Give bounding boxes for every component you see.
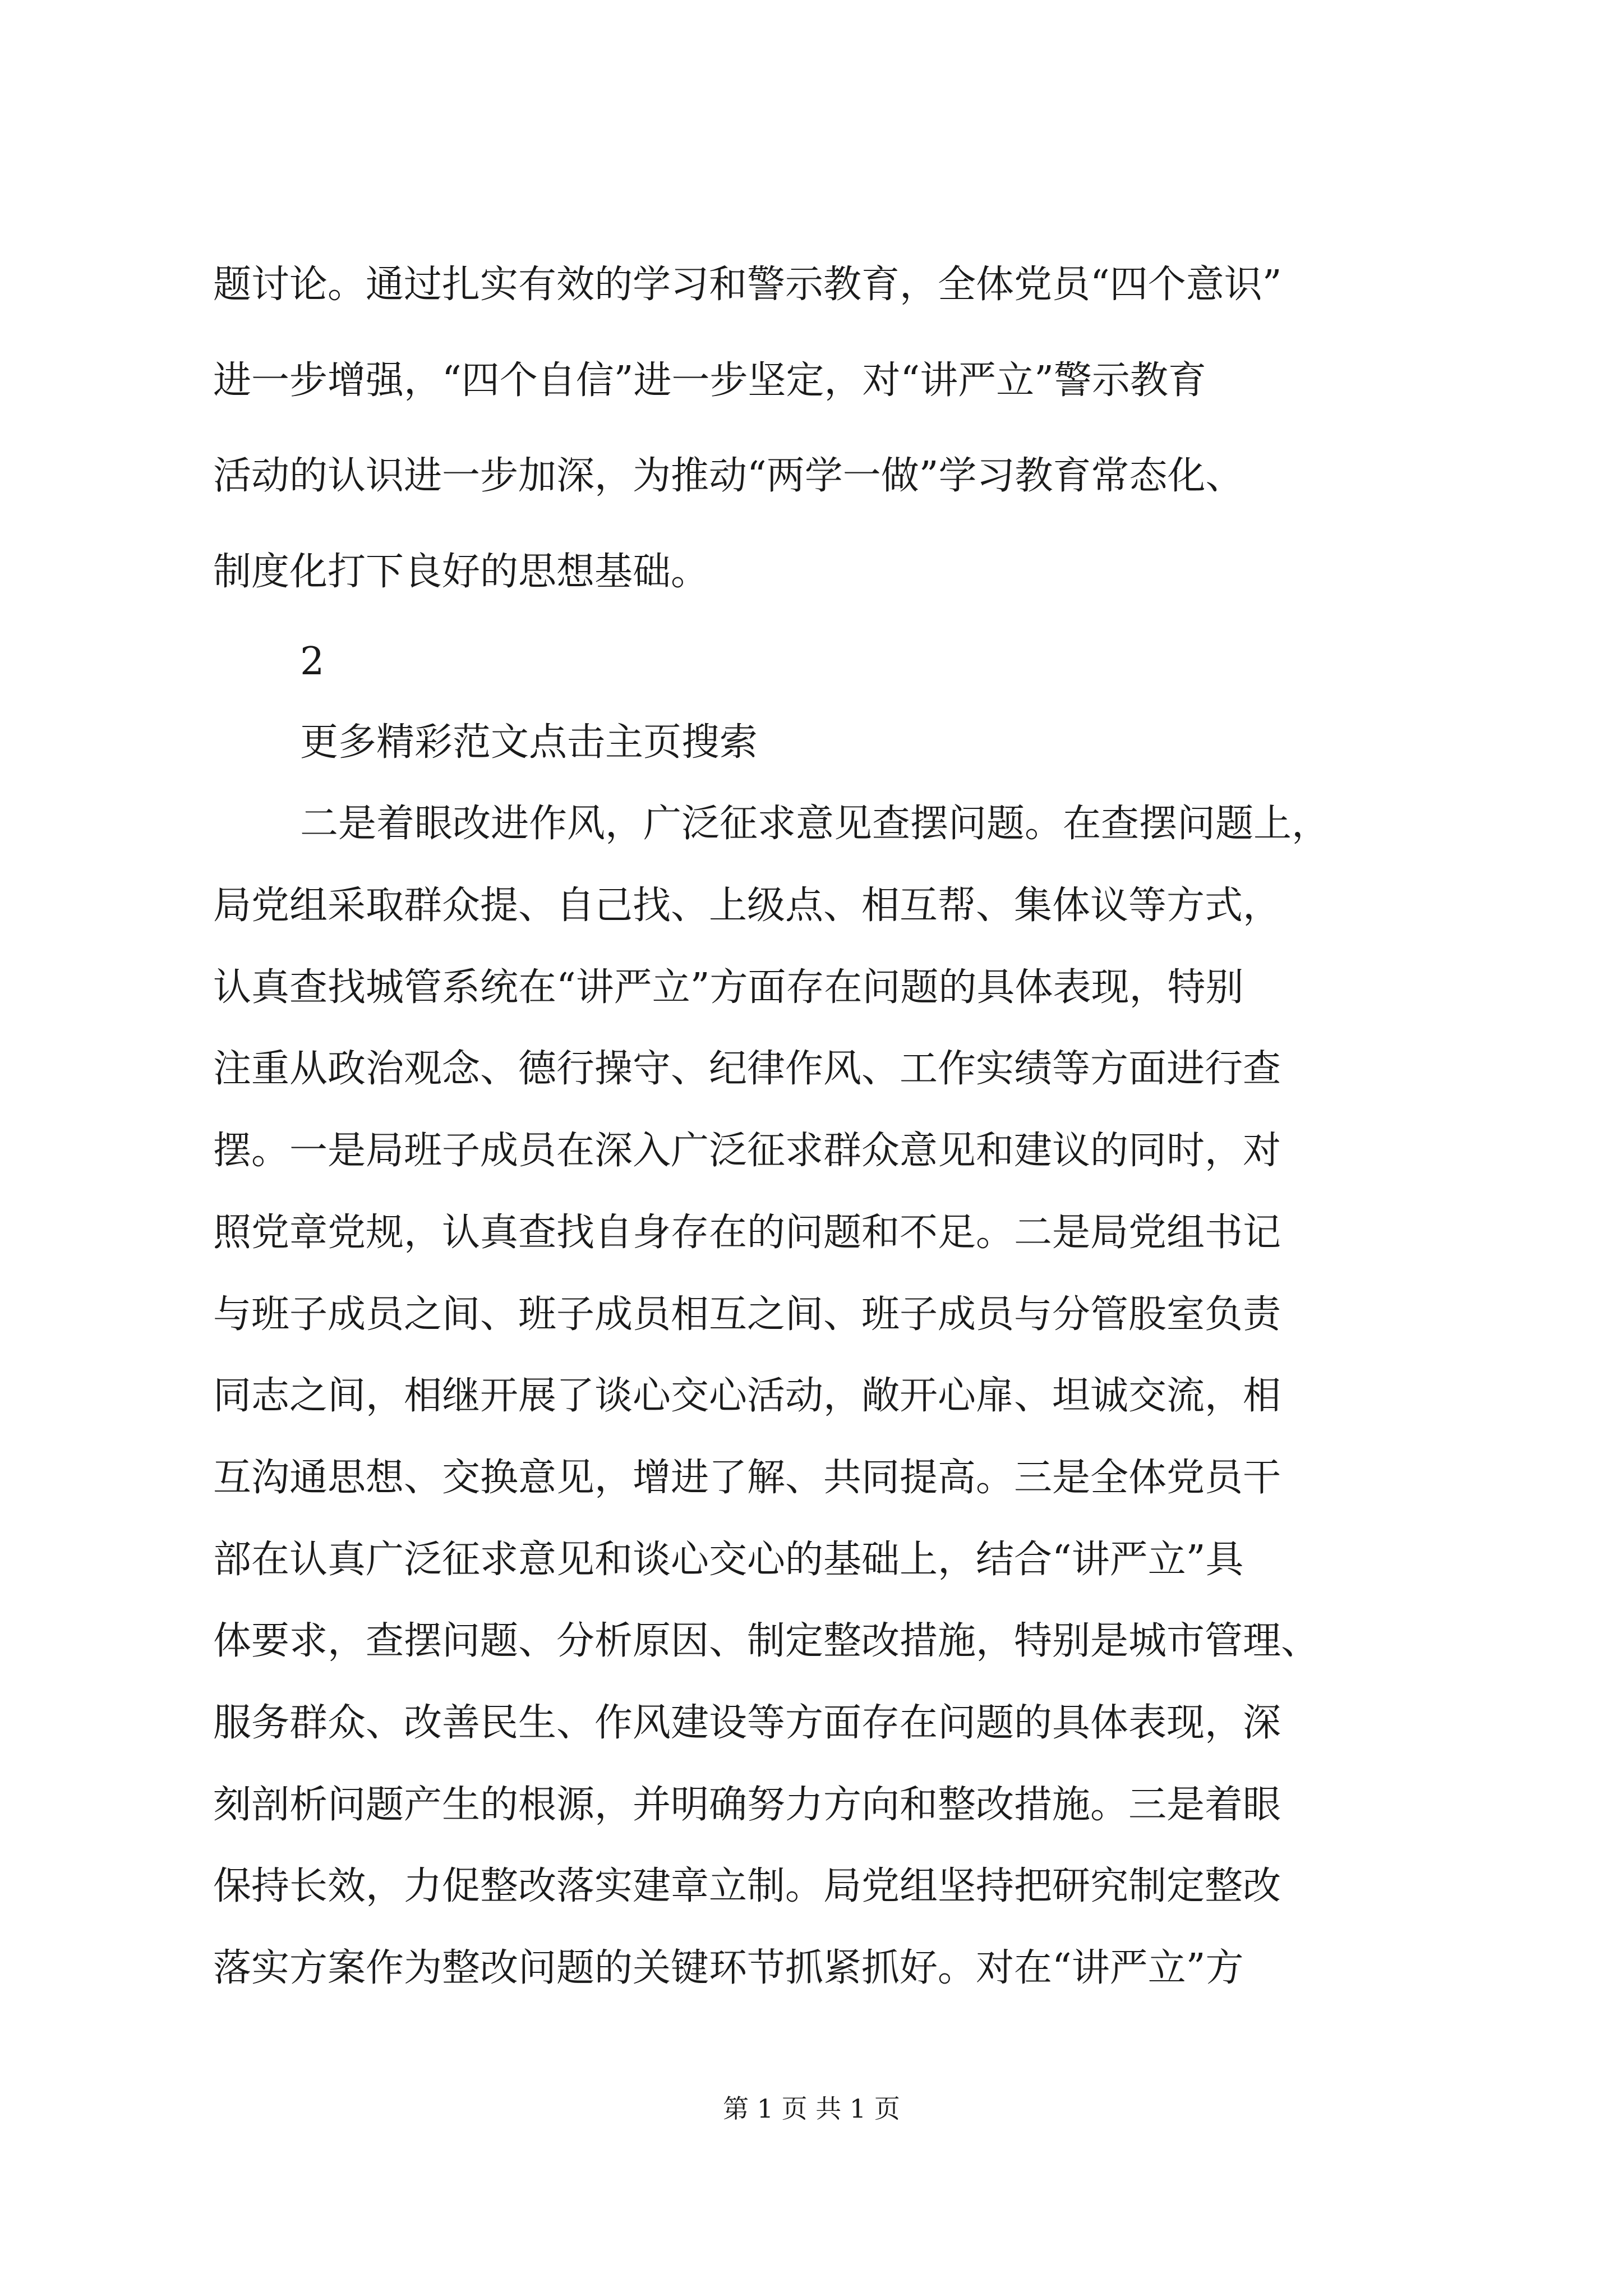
text-line: 落实方案作为整改问题的关键环节抓紧抓好。对在“讲严立”方: [213, 1946, 1244, 1990]
text-line: 刻剖析问题产生的根源，并明确努力方向和整改措施。三是着眼: [213, 1783, 1281, 1827]
text-line: 同志之间，相继开展了谈心交心活动，敞开心扉、坦诚交流，相: [213, 1374, 1281, 1418]
text-line: 注重从政治观念、德行操守、纪律作风、工作实绩等方面进行查: [213, 1047, 1281, 1091]
text-line: 摆。一是局班子成员在深入广泛征求群众意见和建议的同时，对: [213, 1129, 1281, 1173]
text-line: 二是着眼改进作风，广泛征求意见查摆问题。在查摆问题上，: [300, 802, 1330, 846]
text-line: 部在认真广泛征求意见和谈心交心的基础上，结合“讲严立”具: [213, 1538, 1244, 1582]
text-line: 体要求，查摆问题、分析原因、制定整改措施，特别是城市管理、: [213, 1619, 1320, 1663]
text-line: 制度化打下良好的思想基础。: [213, 550, 709, 594]
text-line: 服务群众、改善民生、作风建设等方面存在问题的具体表现，深: [213, 1701, 1281, 1745]
text-line: 题讨论。通过扎实有效的学习和警示教育，全体党员“四个意识”: [213, 263, 1282, 307]
text-line: 活动的认识进一步加深，为推动“两学一做”学习教育常态化、: [213, 454, 1244, 498]
page-number-line: 2: [300, 639, 325, 684]
text-line: 进一步增强，“四个自信”进一步坚定，对“讲严立”警示教育: [213, 358, 1207, 403]
text-line: 保持长效，力促整改落实建章立制。局党组坚持把研究制定整改: [213, 1864, 1281, 1908]
text-line: 照党章党规，认真查找自身存在的问题和不足。二是局党组书记: [213, 1211, 1281, 1255]
page-footer: 第 1 页 共 1 页: [723, 2093, 900, 2124]
text-line: 局党组采取群众提、自己找、上级点、相互帮、集体议等方式，: [213, 884, 1281, 928]
text-line: 认真查找城管系统在“讲严立”方面存在问题的具体表现，特别: [213, 965, 1244, 1010]
text-line: 更多精彩范文点击主页搜索: [300, 720, 758, 765]
text-line: 互沟通思想、交换意见，增进了解、共同提高。三是全体党员干: [213, 1456, 1281, 1500]
text-line: 与班子成员之间、班子成员相互之间、班子成员与分管股室负责: [213, 1292, 1281, 1337]
